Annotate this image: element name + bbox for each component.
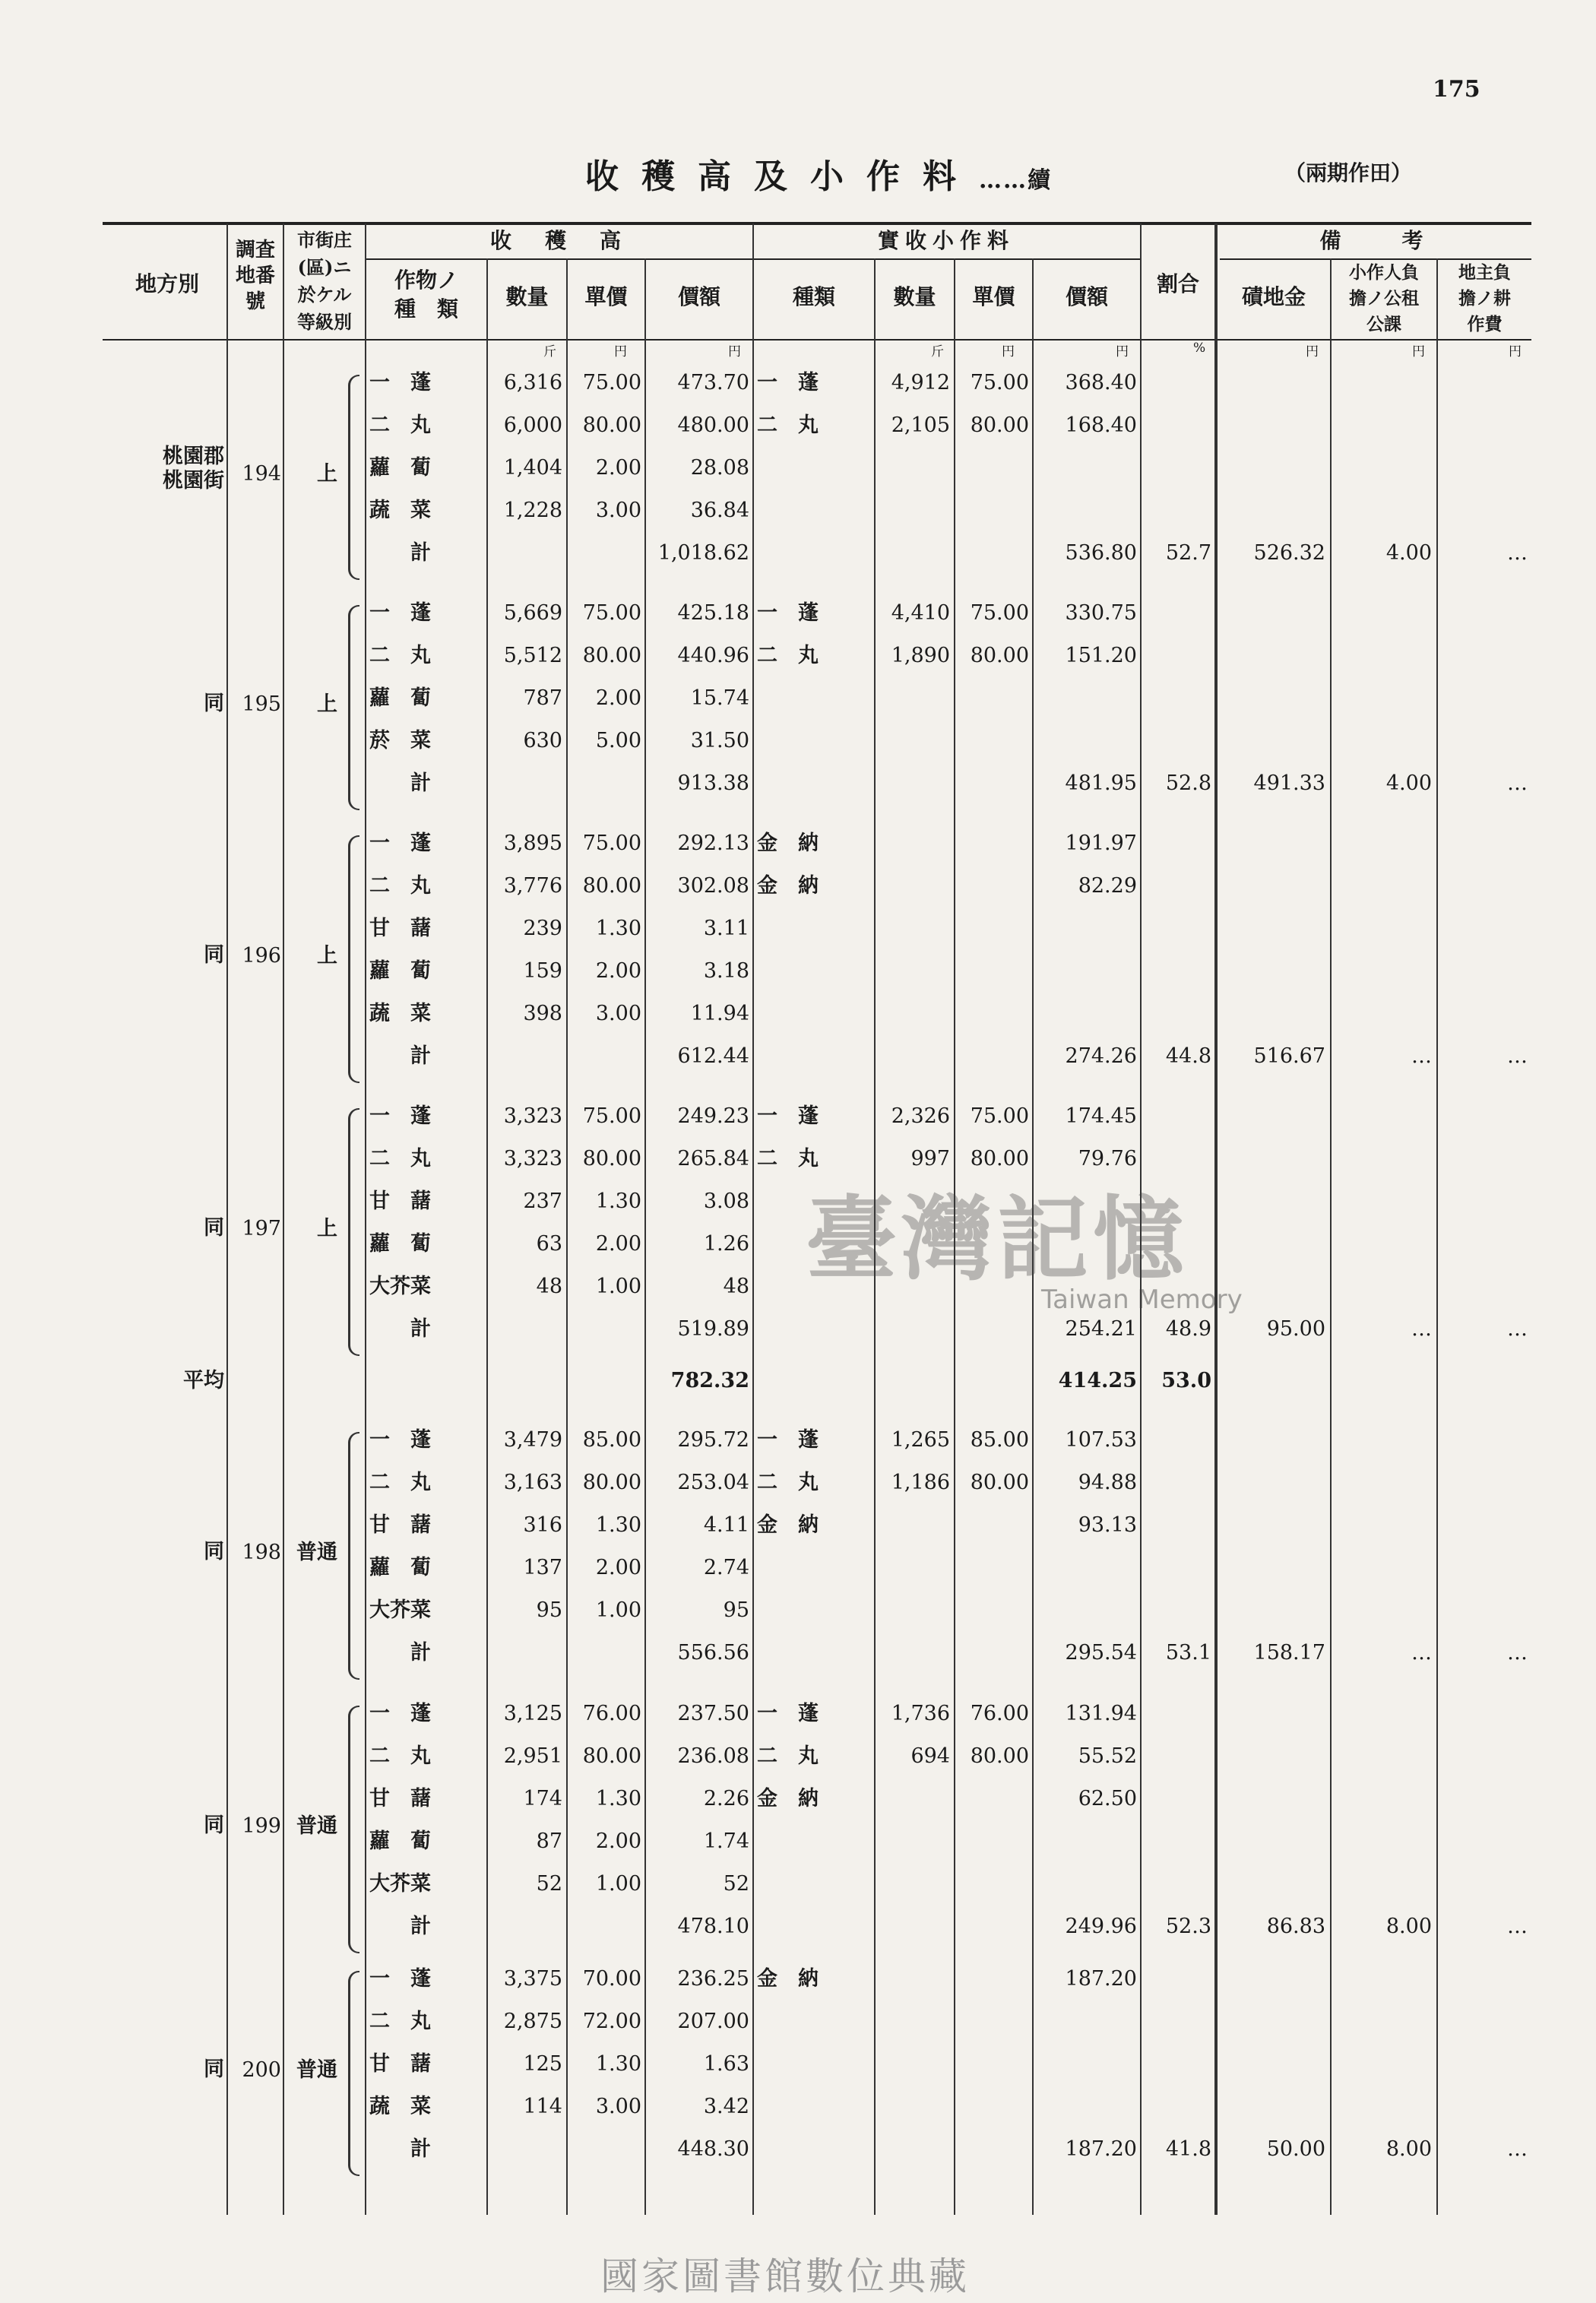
total-label: 計 xyxy=(410,1044,431,1068)
table-cell-rtype: 一 蓬 xyxy=(757,1428,819,1452)
total-value: 448.30 xyxy=(677,2137,749,2161)
table-cell-crop: 甘 藷 xyxy=(369,1513,431,1537)
table-cell-value: 236.08 xyxy=(677,1744,749,1768)
grade-label: 普通 xyxy=(296,1541,337,1564)
table-cell-qty: 1,228 xyxy=(503,499,562,522)
unit-rent-unit-price: 円 xyxy=(1002,344,1015,360)
table-cell-value: 95 xyxy=(723,1598,749,1622)
table-cell-rtype: 金 納 xyxy=(757,874,819,898)
table-cell-rtype: 一 蓬 xyxy=(757,1104,819,1128)
table-cell-crop: 菸 菜 xyxy=(369,729,431,752)
table-cell-qty: 3,895 xyxy=(503,832,562,855)
table-cell-crop: 二 丸 xyxy=(369,874,431,898)
table-cell-rqty: 1,890 xyxy=(891,644,950,667)
table-cell-value: 28.08 xyxy=(690,456,749,480)
table-cell-rvalue: 131.94 xyxy=(1065,1702,1137,1725)
page-title xyxy=(585,149,1052,198)
table-cell-crop: 二 丸 xyxy=(369,1471,431,1494)
region-label: 桃園郡 桃園街 xyxy=(163,445,224,493)
table-cell-price: 80.00 xyxy=(582,644,641,667)
table-cell-crop: 大芥菜 xyxy=(369,1275,431,1298)
group-brace xyxy=(348,375,359,580)
table-cell-rprice: 80.00 xyxy=(970,644,1029,667)
table-cell-price: 72.00 xyxy=(582,2010,641,2033)
total-tax: … xyxy=(1411,1641,1432,1665)
table-cell-rvalue: 168.40 xyxy=(1065,413,1137,437)
total-ratio: 44.8 xyxy=(1165,1044,1211,1068)
total-cost: … xyxy=(1507,771,1528,795)
table-cell-qty: 239 xyxy=(523,917,562,940)
table-cell-price: 1.30 xyxy=(595,917,641,940)
table-cell-rvalue: 93.13 xyxy=(1078,1513,1137,1537)
table-cell-price: 3.00 xyxy=(595,499,641,522)
total-tax: … xyxy=(1411,1317,1432,1341)
unit-deposit: 円 xyxy=(1306,344,1319,360)
header-deposit: 磧地金 xyxy=(1241,284,1306,309)
table-cell-price: 3.00 xyxy=(595,1002,641,1025)
table-cell-rvalue: 368.40 xyxy=(1065,371,1137,394)
table-cell-crop: 蘿 蔔 xyxy=(369,959,431,983)
table-cell-rvalue: 79.76 xyxy=(1078,1147,1137,1171)
total-tax: 4.00 xyxy=(1385,541,1432,565)
table-cell-crop: 蘿 蔔 xyxy=(369,686,431,710)
table-cell-rprice: 85.00 xyxy=(970,1428,1029,1452)
table-cell-rvalue: 82.29 xyxy=(1078,874,1137,898)
table-cell-rqty: 997 xyxy=(910,1147,950,1171)
table-cell-price: 80.00 xyxy=(582,413,641,437)
table-cell-qty: 1,404 xyxy=(503,456,562,480)
survey-number: 195 xyxy=(242,692,281,716)
table-cell-crop: 甘 藷 xyxy=(369,917,431,940)
unit-rent-value: 円 xyxy=(1116,344,1129,360)
table-cell-price: 2.00 xyxy=(595,1556,641,1579)
total-cost: … xyxy=(1507,2137,1528,2161)
table-cell-rqty: 4,410 xyxy=(891,601,950,625)
table-cell-value: 473.70 xyxy=(677,371,749,394)
table-cell-value: 2.26 xyxy=(703,1787,749,1810)
group-brace xyxy=(348,1971,359,2176)
header-unit-price: 單價 xyxy=(584,284,628,309)
table-cell-value: 302.08 xyxy=(677,874,749,898)
total-label: 計 xyxy=(410,771,431,795)
table-cell-crop: 蘿 蔔 xyxy=(369,1829,431,1853)
table-cell-rvalue: 107.53 xyxy=(1065,1428,1137,1452)
table-cell-value: 48 xyxy=(723,1275,749,1298)
table-cell-qty: 2,951 xyxy=(503,1744,562,1768)
unit-landlord-cost: 円 xyxy=(1509,344,1522,360)
rule-top xyxy=(103,222,1531,225)
table-cell-crop: 蘿 蔔 xyxy=(369,456,431,480)
survey-number: 196 xyxy=(242,944,281,968)
table-cell-price: 1.30 xyxy=(595,1787,641,1810)
table-cell-value: 292.13 xyxy=(677,832,749,855)
table-cell-rtype: 一 蓬 xyxy=(757,601,819,625)
table-cell-crop: 大芥菜 xyxy=(369,1598,431,1622)
grade-label: 上 xyxy=(317,1217,337,1240)
table-cell-rvalue: 55.52 xyxy=(1078,1744,1137,1768)
table-cell-rtype: 二 丸 xyxy=(757,644,819,667)
table-cell-price: 80.00 xyxy=(582,874,641,898)
table-cell-value: 3.42 xyxy=(703,2095,749,2118)
table-cell-value: 3.18 xyxy=(703,959,749,983)
table-cell-qty: 48 xyxy=(536,1275,562,1298)
table-cell-crop: 二 丸 xyxy=(369,1147,431,1171)
table-cell-rtype: 一 蓬 xyxy=(757,371,819,394)
table-cell-crop: 蔬 菜 xyxy=(369,499,431,522)
table-cell-rqty: 694 xyxy=(910,1744,950,1768)
table-cell-rtype: 金 納 xyxy=(757,1787,819,1810)
table-cell-qty: 5,512 xyxy=(503,644,562,667)
table-cell-value: 36.84 xyxy=(690,499,749,522)
table-cell-rtype: 二 丸 xyxy=(757,1744,819,1768)
survey-number: 194 xyxy=(242,462,281,486)
total-label: 計 xyxy=(410,2137,431,2161)
group-brace xyxy=(348,1706,359,1953)
table-cell-rvalue: 62.50 xyxy=(1078,1787,1137,1810)
total-ratio: 53.1 xyxy=(1165,1641,1211,1665)
table-cell-price: 75.00 xyxy=(582,371,641,394)
total-rvalue: 481.95 xyxy=(1065,771,1137,795)
total-label: 計 xyxy=(410,1641,431,1665)
grade-label: 上 xyxy=(317,944,337,968)
table-cell-rqty: 2,326 xyxy=(891,1104,950,1128)
total-rvalue: 249.96 xyxy=(1065,1915,1137,1938)
page-subtitle: （兩期作田） xyxy=(1284,160,1413,185)
table-cell-qty: 52 xyxy=(536,1872,562,1896)
total-deposit: 158.17 xyxy=(1253,1641,1325,1665)
total-deposit: 491.33 xyxy=(1253,771,1325,795)
region-label: 同 xyxy=(204,1814,224,1837)
total-value: 913.38 xyxy=(677,771,749,795)
title-text: 收穫高及小作料 xyxy=(585,157,979,196)
table-cell-crop: 一 蓬 xyxy=(369,601,431,625)
group-brace xyxy=(348,1432,359,1680)
unit-value: 円 xyxy=(728,344,741,360)
table-cell-crop: 蘿 蔔 xyxy=(369,1556,431,1579)
total-deposit: 86.83 xyxy=(1266,1915,1325,1938)
table-cell-rtype: 二 丸 xyxy=(757,1471,819,1494)
total-ratio: 48.9 xyxy=(1165,1317,1211,1341)
survey-number: 200 xyxy=(242,2058,281,2082)
table-cell-value: 11.94 xyxy=(690,1002,749,1025)
header-rent: 實收小作料 xyxy=(877,228,1015,253)
unit-qty: 斤 xyxy=(543,344,556,360)
col-rule-double xyxy=(1214,223,1218,2215)
header-ratio: 割合 xyxy=(1156,271,1199,296)
total-value: 1,018.62 xyxy=(657,541,749,565)
table-cell-qty: 630 xyxy=(523,729,562,752)
table-cell-qty: 137 xyxy=(523,1556,562,1579)
table-cell-qty: 114 xyxy=(523,2095,562,2118)
header-value: 價額 xyxy=(677,284,720,309)
table-cell-crop: 二 丸 xyxy=(369,1744,431,1768)
table-cell-value: 425.18 xyxy=(677,601,749,625)
table-cell-crop: 蘿 蔔 xyxy=(369,1232,431,1256)
total-ratio: 52.7 xyxy=(1165,541,1211,565)
table-cell-price: 1.00 xyxy=(595,1275,641,1298)
table-cell-rqty: 4,912 xyxy=(891,371,950,394)
region-label: 同 xyxy=(204,2057,224,2081)
table-cell-price: 70.00 xyxy=(582,1967,641,1991)
header-grade: 市街庄 (區)ニ 於ケル 等級別 xyxy=(297,229,352,333)
table-cell-value: 2.74 xyxy=(703,1556,749,1579)
table-cell-value: 480.00 xyxy=(677,413,749,437)
total-rvalue: 187.20 xyxy=(1065,2137,1137,2161)
average-rent-value: 414.25 xyxy=(1058,1369,1137,1392)
table-cell-value: 31.50 xyxy=(690,729,749,752)
table-cell-qty: 159 xyxy=(523,959,562,983)
unit-ratio: % xyxy=(1193,341,1206,356)
survey-number: 197 xyxy=(242,1217,281,1240)
table-cell-crop: 蔬 菜 xyxy=(369,1002,431,1025)
table-cell-rtype: 金 納 xyxy=(757,1513,819,1537)
header-survey-no: 調査 地番 號 xyxy=(235,239,275,313)
total-rvalue: 536.80 xyxy=(1065,541,1137,565)
table-cell-qty: 95 xyxy=(536,1598,562,1622)
total-rvalue: 254.21 xyxy=(1065,1317,1137,1341)
table-cell-price: 2.00 xyxy=(595,686,641,710)
region-label: 同 xyxy=(204,1216,224,1240)
table-cell-rprice: 75.00 xyxy=(970,601,1029,625)
table-cell-crop: 甘 藷 xyxy=(369,1190,431,1213)
table-cell-value: 253.04 xyxy=(677,1471,749,1494)
total-ratio: 52.3 xyxy=(1165,1915,1211,1938)
table-cell-crop: 一 蓬 xyxy=(369,371,431,394)
table-cell-price: 80.00 xyxy=(582,1744,641,1768)
average-ratio: 53.0 xyxy=(1161,1369,1211,1392)
table-cell-rtype: 二 丸 xyxy=(757,1147,819,1171)
table-cell-qty: 3,323 xyxy=(503,1147,562,1171)
table-cell-value: 1.74 xyxy=(703,1829,749,1853)
header-rent-qty: 數量 xyxy=(893,284,936,309)
total-value: 556.56 xyxy=(677,1641,749,1665)
table-cell-qty: 3,323 xyxy=(503,1104,562,1128)
total-value: 478.10 xyxy=(677,1915,749,1938)
table-cell-qty: 316 xyxy=(523,1513,562,1537)
grade-label: 上 xyxy=(317,692,337,716)
total-deposit: 50.00 xyxy=(1266,2137,1325,2161)
region-label: 同 xyxy=(204,692,224,715)
table-cell-qty: 3,479 xyxy=(503,1428,562,1452)
table-cell-value: 207.00 xyxy=(677,2010,749,2033)
group-brace xyxy=(348,835,359,1083)
total-tax: 8.00 xyxy=(1385,2137,1432,2161)
total-cost: … xyxy=(1507,1641,1528,1665)
table-cell-crop: 一 蓬 xyxy=(369,1104,431,1128)
table-cell-qty: 6,000 xyxy=(503,413,562,437)
table-cell-value: 1.63 xyxy=(703,2052,749,2076)
total-tax: 4.00 xyxy=(1385,771,1432,795)
table-cell-price: 76.00 xyxy=(582,1702,641,1725)
survey-number: 199 xyxy=(242,1814,281,1838)
table-cell-price: 1.30 xyxy=(595,1513,641,1537)
table-cell-crop: 二 丸 xyxy=(369,644,431,667)
header-landlord-cost: 地主負 擔ノ耕 作費 xyxy=(1458,262,1511,334)
table-cell-qty: 398 xyxy=(523,1002,562,1025)
total-label: 計 xyxy=(410,1915,431,1938)
table-cell-qty: 6,316 xyxy=(503,371,562,394)
header-rent-unit-price: 單價 xyxy=(972,284,1015,309)
table-cell-crop: 蔬 菜 xyxy=(369,2095,431,2118)
table-cell-price: 1.00 xyxy=(595,1872,641,1896)
table-cell-rvalue: 94.88 xyxy=(1078,1471,1137,1494)
table-cell-value: 52 xyxy=(723,1872,749,1896)
table-cell-crop: 一 蓬 xyxy=(369,1702,431,1725)
table-cell-value: 236.25 xyxy=(677,1967,749,1991)
header-rent-type: 種類 xyxy=(792,284,835,309)
table-cell-rvalue: 151.20 xyxy=(1065,644,1137,667)
total-value: 519.89 xyxy=(677,1317,749,1341)
table-cell-value: 4.11 xyxy=(703,1513,749,1537)
total-rvalue: 274.26 xyxy=(1065,1044,1137,1068)
table-cell-price: 80.00 xyxy=(582,1147,641,1171)
table-cell-qty: 3,125 xyxy=(503,1702,562,1725)
table-cell-price: 1.30 xyxy=(595,2052,641,2076)
total-deposit: 516.67 xyxy=(1253,1044,1325,1068)
total-cost: … xyxy=(1507,1044,1528,1068)
total-tax: 8.00 xyxy=(1385,1915,1432,1938)
table-cell-rqty: 2,105 xyxy=(891,413,950,437)
table-cell-rvalue: 330.75 xyxy=(1065,601,1137,625)
table-cell-rtype: 金 納 xyxy=(757,1967,819,1991)
table-cell-price: 75.00 xyxy=(582,832,641,855)
watermark-logo: 臺灣記憶 xyxy=(806,1186,1189,1293)
table-cell-qty: 237 xyxy=(523,1190,562,1213)
table-cell-rprice: 80.00 xyxy=(970,1744,1029,1768)
table-cell-price: 85.00 xyxy=(582,1428,641,1452)
average-label: 平均 xyxy=(183,1369,224,1392)
col-rule xyxy=(752,223,754,2215)
table-cell-price: 2.00 xyxy=(595,1232,641,1256)
table-cell-crop: 一 蓬 xyxy=(369,832,431,855)
table-cell-rqty: 1,265 xyxy=(891,1428,950,1452)
total-cost: … xyxy=(1507,1915,1528,1938)
table-cell-value: 265.84 xyxy=(677,1147,749,1171)
grade-label: 普通 xyxy=(296,1814,337,1838)
table-cell-qty: 125 xyxy=(523,2052,562,2076)
region-label: 同 xyxy=(204,1540,224,1563)
table-cell-price: 1.30 xyxy=(595,1190,641,1213)
table-cell-qty: 63 xyxy=(536,1232,562,1256)
table-cell-price: 3.00 xyxy=(595,2095,641,2118)
total-ratio: 52.8 xyxy=(1165,771,1211,795)
table-cell-value: 249.23 xyxy=(677,1104,749,1128)
footer-source: 國家圖書館數位典藏 xyxy=(600,2254,970,2298)
table-cell-price: 2.00 xyxy=(595,456,641,480)
table-cell-price: 2.00 xyxy=(595,959,641,983)
table-cell-rvalue: 187.20 xyxy=(1065,1967,1137,1991)
table-cell-rprice: 80.00 xyxy=(970,413,1029,437)
table-cell-qty: 3,776 xyxy=(503,874,562,898)
table-cell-rtype: 金 納 xyxy=(757,832,819,855)
total-label: 計 xyxy=(410,1317,431,1341)
total-deposit: 526.32 xyxy=(1253,541,1325,565)
table-cell-crop: 大芥菜 xyxy=(369,1872,431,1896)
table-cell-value: 3.08 xyxy=(703,1190,749,1213)
table-cell-price: 2.00 xyxy=(595,1829,641,1853)
table-cell-rtype: 二 丸 xyxy=(757,413,819,437)
unit-unit-price: 円 xyxy=(614,344,627,360)
total-value: 612.44 xyxy=(677,1044,749,1068)
table-cell-rprice: 80.00 xyxy=(970,1147,1029,1171)
table-cell-qty: 2,875 xyxy=(503,2010,562,2033)
survey-number: 198 xyxy=(242,1541,281,1564)
table-cell-rqty: 1,736 xyxy=(891,1702,950,1725)
unit-tenant-tax: 円 xyxy=(1412,344,1425,360)
header-qty: 數量 xyxy=(505,284,549,309)
table-cell-qty: 174 xyxy=(523,1787,562,1810)
table-cell-rprice: 80.00 xyxy=(970,1471,1029,1494)
table-cell-rqty: 1,186 xyxy=(891,1471,950,1494)
table-cell-rtype: 一 蓬 xyxy=(757,1702,819,1725)
total-cost: … xyxy=(1507,541,1528,565)
table-cell-qty: 3,163 xyxy=(503,1471,562,1494)
table-cell-qty: 787 xyxy=(523,686,562,710)
col-rule xyxy=(365,223,366,2215)
table-cell-rprice: 75.00 xyxy=(970,371,1029,394)
header-crop-type: 作物ノ 種 類 xyxy=(394,268,458,322)
header-harvest: 收 穫 高 xyxy=(489,228,627,253)
table-cell-rprice: 76.00 xyxy=(970,1702,1029,1725)
table-cell-value: 15.74 xyxy=(690,686,749,710)
table-cell-qty: 5,669 xyxy=(503,601,562,625)
table-cell-crop: 一 蓬 xyxy=(369,1967,431,1991)
table-cell-price: 1.00 xyxy=(595,1598,641,1622)
header-remarks: 備 考 xyxy=(1319,228,1430,253)
total-ratio: 41.8 xyxy=(1165,2137,1211,2161)
table-cell-qty: 87 xyxy=(536,1829,562,1853)
header-rent-value: 價額 xyxy=(1065,284,1108,309)
grade-label: 上 xyxy=(317,462,337,486)
total-rvalue: 295.54 xyxy=(1065,1641,1137,1665)
table-cell-value: 440.96 xyxy=(677,644,749,667)
table-cell-value: 1.26 xyxy=(703,1232,749,1256)
total-label: 計 xyxy=(410,541,431,565)
total-tax: … xyxy=(1411,1044,1432,1068)
table-cell-price: 5.00 xyxy=(595,729,641,752)
table-cell-value: 3.11 xyxy=(703,917,749,940)
page-number: 175 xyxy=(1433,76,1480,103)
average-value: 782.32 xyxy=(670,1369,749,1392)
table-cell-crop: 甘 藷 xyxy=(369,1787,431,1810)
header-region: 地方別 xyxy=(135,271,199,296)
table-cell-rprice: 75.00 xyxy=(970,1104,1029,1128)
group-brace xyxy=(348,1108,359,1356)
table-cell-price: 75.00 xyxy=(582,601,641,625)
title-continued: ……續 xyxy=(979,167,1052,194)
table-cell-crop: 二 丸 xyxy=(369,413,431,437)
table-cell-qty: 3,375 xyxy=(503,1967,562,1991)
region-label: 同 xyxy=(204,943,224,967)
unit-rent-qty: 斤 xyxy=(931,344,944,360)
table-cell-crop: 甘 藷 xyxy=(369,2052,431,2076)
table-cell-rvalue: 174.45 xyxy=(1065,1104,1137,1128)
header-tenant-tax: 小作人負 擔ノ公租 公課 xyxy=(1349,262,1419,334)
table-cell-price: 75.00 xyxy=(582,1104,641,1128)
watermark-logo-en: Taiwan Memory xyxy=(1041,1285,1243,1315)
grade-label: 普通 xyxy=(296,2058,337,2082)
table-cell-value: 237.50 xyxy=(677,1702,749,1725)
table-cell-crop: 二 丸 xyxy=(369,2010,431,2033)
table-cell-price: 80.00 xyxy=(582,1471,641,1494)
table-cell-crop: 一 蓬 xyxy=(369,1428,431,1452)
total-deposit: 95.00 xyxy=(1266,1317,1325,1341)
total-cost: … xyxy=(1507,1317,1528,1341)
table-cell-value: 295.72 xyxy=(677,1428,749,1452)
group-brace xyxy=(348,605,359,810)
table-cell-rvalue: 191.97 xyxy=(1065,832,1137,855)
